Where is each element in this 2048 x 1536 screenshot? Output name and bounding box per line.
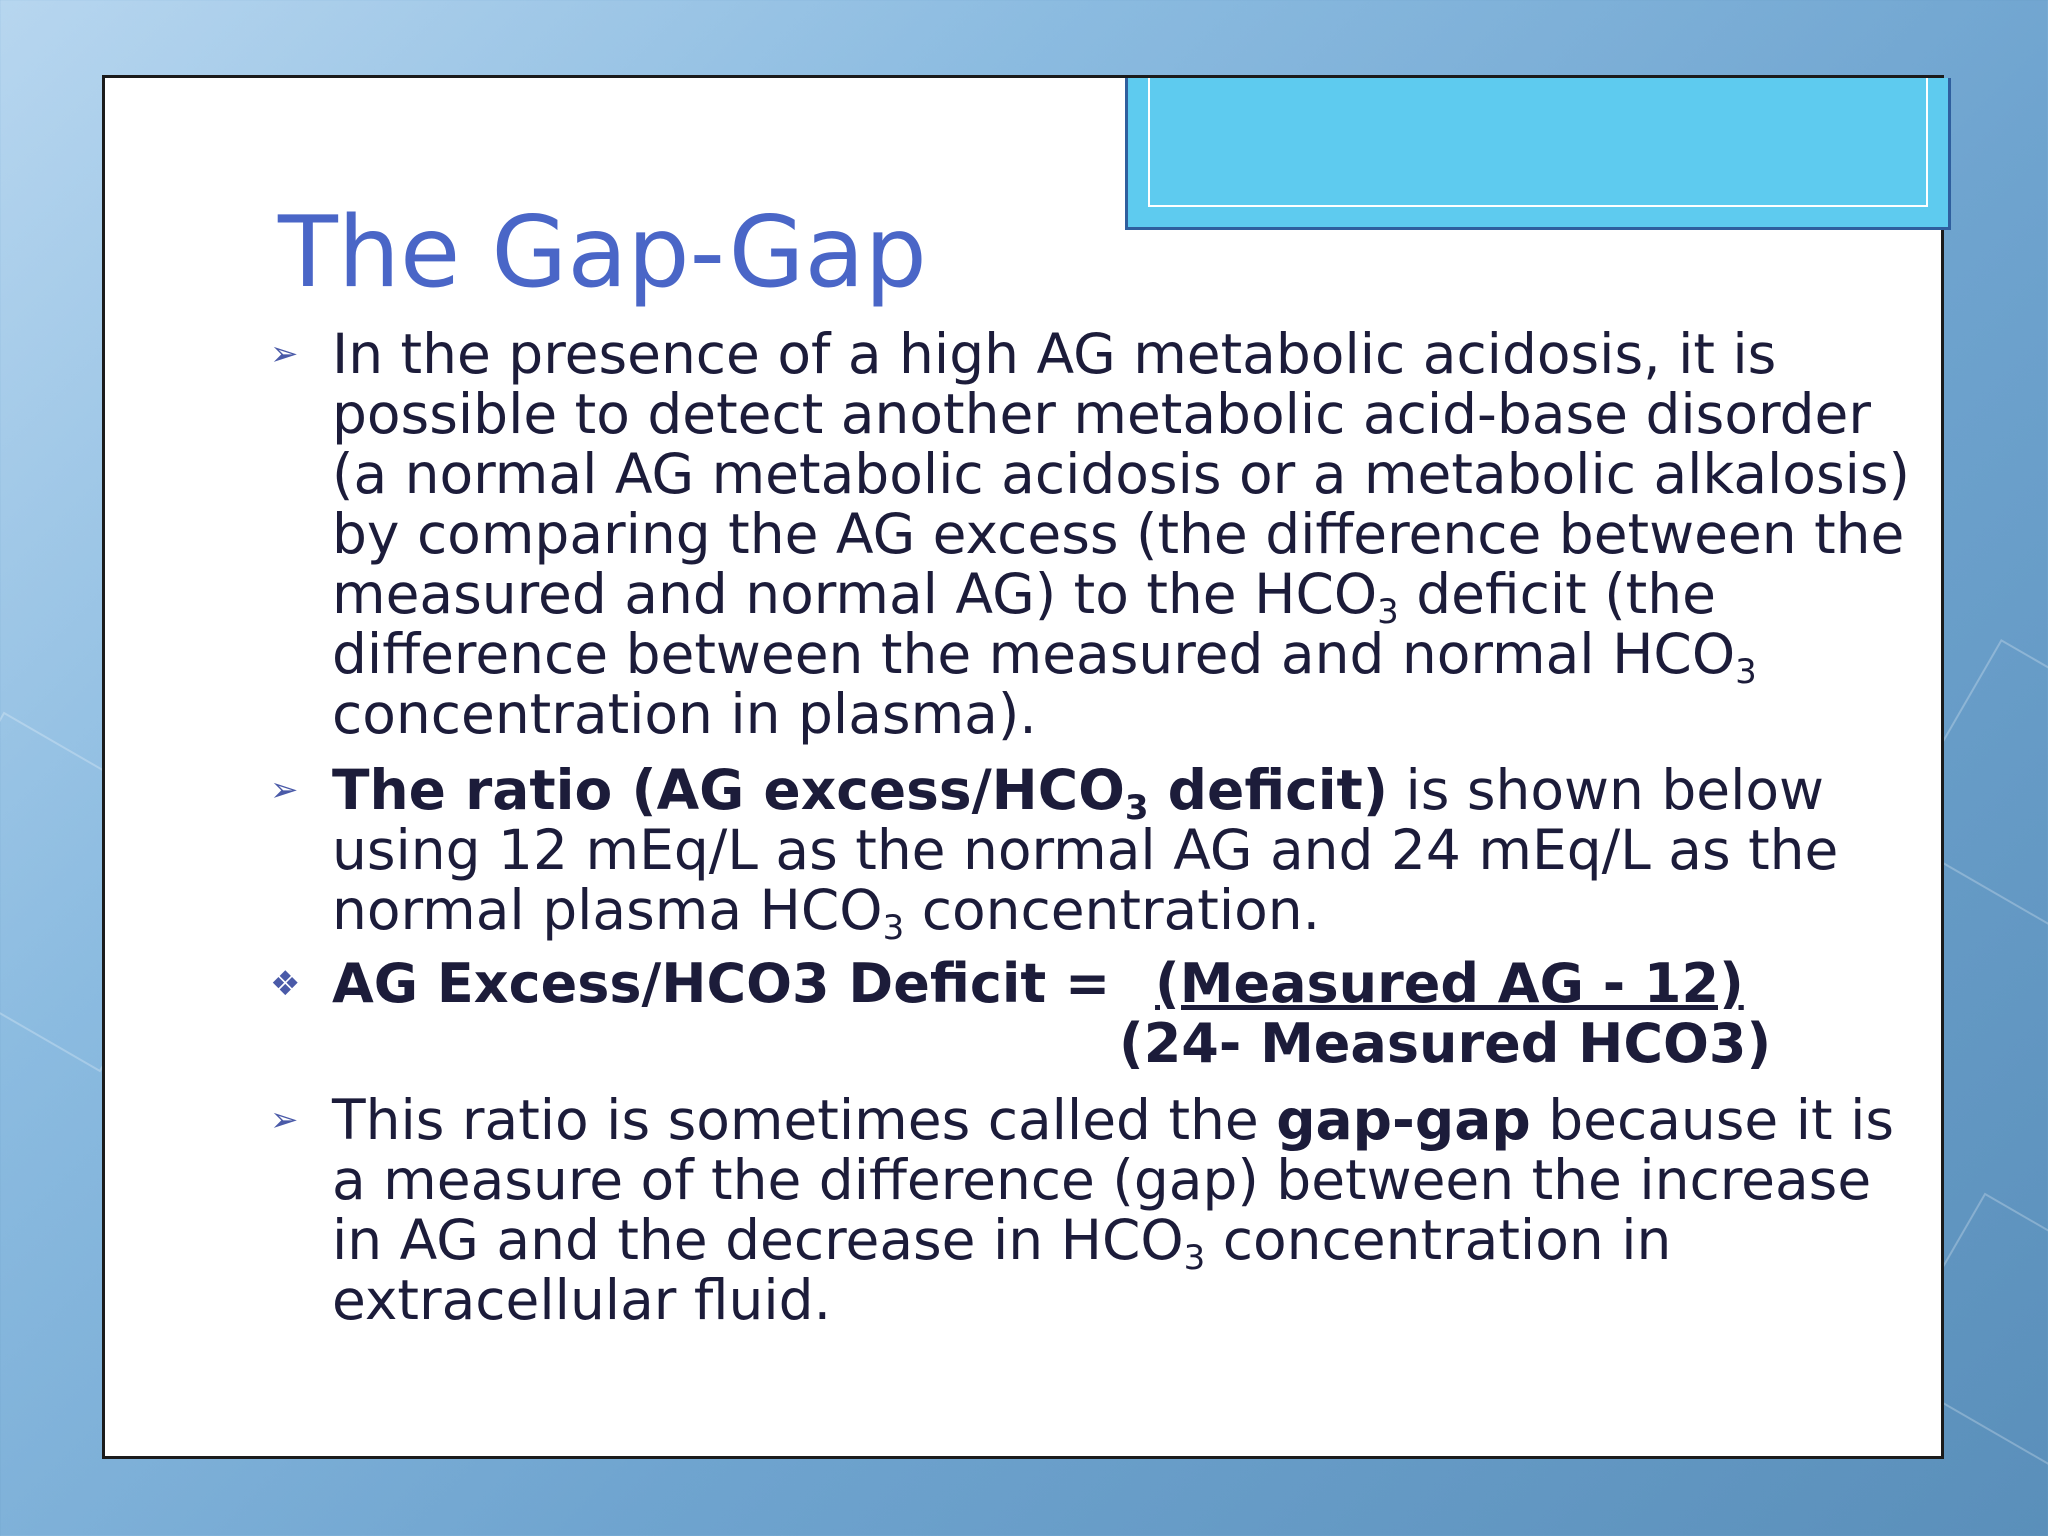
bullet-item [270, 1090, 1930, 1330]
bullet-text: The ratio (AG excess/$HCO_3$ deficit) is shown below using 12 mEq/L as the normal AG and 24 mEq/L as the normal plasma $HCO_3$ concentration. [332, 758, 1839, 948]
formula-row [270, 954, 1930, 1074]
bullet-item [270, 324, 1930, 744]
formula-denominator: (24- Measured HCO3) [1119, 1012, 1772, 1075]
formula-numerator: (Measured AG - 12) [1155, 952, 1744, 1015]
diamond-bullet-icon: ❖ [270, 964, 301, 1004]
slide-title: The Gap-Gap [278, 196, 927, 310]
bullet-item [270, 758, 1930, 948]
formula-fraction [1119, 952, 1772, 1075]
arrow-bullet-icon: ➢ [270, 334, 299, 374]
arrow-bullet-icon: ➢ [270, 770, 299, 810]
bullet-text: In the presence of a high AG metabolic acidosis, it is possible to detect another metabolic acid-base disorder (a normal AG metabolic acidosis or a metabolic alkalosis) by comparing the AG excess (the difference between the measured and normal AG) to the $HCO_3$ deficit (the difference between the measured and normal $HCO_3$ concentration in plasma). [332, 322, 1911, 746]
bullet-text: This ratio is sometimes called the gap-gap because it is a measure of the difference (gap) between the increase in AG and the decrease in $HCO_3$ concentration in extracellular fluid. [332, 1088, 1895, 1332]
slide-content [270, 324, 1930, 1330]
formula-label: AG Excess/HCO3 Deficit = [332, 952, 1130, 1015]
arrow-bullet-icon: ➢ [270, 1100, 299, 1140]
title-accent-inner [1148, 78, 1928, 207]
title-accent-box [1125, 78, 1951, 230]
